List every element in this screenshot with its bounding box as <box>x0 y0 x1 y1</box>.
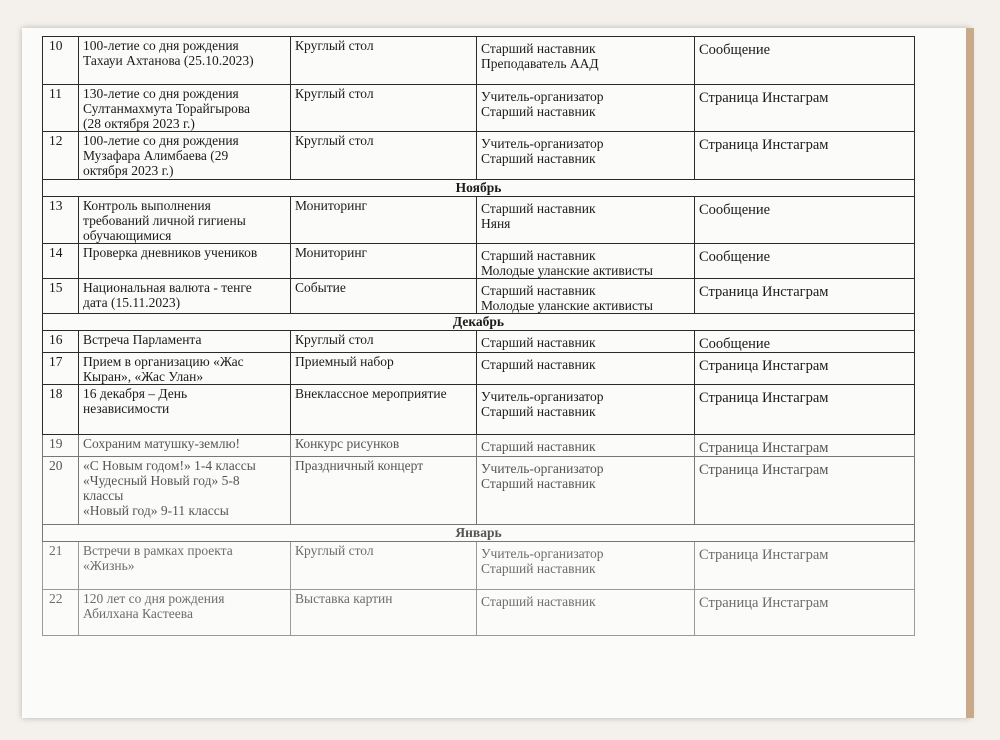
responsible <box>477 37 695 85</box>
event-name-line: «С Новым годом!» 1-4 классы <box>83 458 256 473</box>
event-name <box>79 331 291 353</box>
row-number: 14 <box>43 244 79 279</box>
responsible-line: Старший наставник <box>481 41 596 56</box>
responsible-line: Старший наставник <box>481 561 596 576</box>
result-form: Страница Инстаграм <box>695 132 915 180</box>
event-name-line: 120 лет со дня рождения <box>83 591 225 606</box>
responsible-line: Учитель-организатор <box>481 546 604 561</box>
table-row <box>43 279 915 314</box>
event-form: Праздничный концерт <box>291 457 477 525</box>
responsible-line: Старший наставник <box>481 104 596 119</box>
responsible <box>477 279 695 314</box>
row-number: 20 <box>43 457 79 525</box>
responsible-line: Старший наставник <box>481 439 596 454</box>
event-form: Приемный набор <box>291 353 477 385</box>
responsible <box>477 197 695 244</box>
responsible <box>477 542 695 590</box>
responsible-line: Старший наставник <box>481 335 596 350</box>
result-form: Страница Инстаграм <box>695 590 915 636</box>
table-row <box>43 37 915 85</box>
event-name-line: Тахауи Ахтанова (25.10.2023) <box>83 53 254 68</box>
month-header-row <box>43 180 915 197</box>
month-header-row <box>43 314 915 331</box>
document-page <box>22 28 970 718</box>
event-form: Мониторинг <box>291 244 477 279</box>
events-table-body <box>43 37 915 636</box>
result-form: Сообщение <box>695 331 915 353</box>
row-number: 15 <box>43 279 79 314</box>
responsible <box>477 385 695 435</box>
event-name-line: обучающимися <box>83 228 172 243</box>
table-row <box>43 385 915 435</box>
row-number: 21 <box>43 542 79 590</box>
events-table <box>42 36 915 636</box>
result-form: Страница Инстаграм <box>695 279 915 314</box>
table-row <box>43 331 915 353</box>
row-number: 16 <box>43 331 79 353</box>
table-row <box>43 457 915 525</box>
responsible-line: Преподаватель ААД <box>481 56 599 71</box>
event-form: Мониторинг <box>291 197 477 244</box>
event-name-line: Кыран», «Жас Улан» <box>83 369 204 384</box>
event-name-line: Султанмахмута Торайгырова <box>83 101 251 116</box>
result-form: Сообщение <box>695 37 915 85</box>
event-name-line: Абилхана Кастеева <box>83 606 193 621</box>
event-name-line: дата (15.11.2023) <box>83 295 181 310</box>
event-name-line: Встреча Парламента <box>83 332 202 347</box>
table-row <box>43 435 915 457</box>
responsible <box>477 457 695 525</box>
month-label: Декабрь <box>43 314 915 331</box>
responsible-line: Старший наставник <box>481 476 596 491</box>
table-row <box>43 244 915 279</box>
result-form: Страница Инстаграм <box>695 542 915 590</box>
table-row <box>43 85 915 132</box>
event-name-line: Музафара Алимбаева (29 <box>83 148 229 163</box>
row-number: 10 <box>43 37 79 85</box>
event-name <box>79 435 291 457</box>
event-form: Событие <box>291 279 477 314</box>
responsible-line: Старший наставник <box>481 357 596 372</box>
result-form: Сообщение <box>695 197 915 244</box>
event-form: Внеклассное мероприятие <box>291 385 477 435</box>
row-number: 11 <box>43 85 79 132</box>
responsible-line: Учитель-организатор <box>481 136 604 151</box>
result-form: Страница Инстаграм <box>695 353 915 385</box>
paper-edge <box>966 28 974 718</box>
event-name <box>79 590 291 636</box>
event-name <box>79 37 291 85</box>
row-number: 22 <box>43 590 79 636</box>
responsible-line: Учитель-организатор <box>481 389 604 404</box>
table-row <box>43 353 915 385</box>
event-name <box>79 385 291 435</box>
event-name-line: Встречи в рамках проекта <box>83 543 233 558</box>
table-row <box>43 197 915 244</box>
row-number: 17 <box>43 353 79 385</box>
event-name-line: 130-летие со дня рождения <box>83 86 239 101</box>
table-row <box>43 542 915 590</box>
event-name-line: 16 декабря – День <box>83 386 188 401</box>
table-row <box>43 132 915 180</box>
event-name-line: требований личной гигиены <box>83 213 246 228</box>
month-label: Январь <box>43 525 915 542</box>
responsible-line: Старший наставник <box>481 201 596 216</box>
event-name-line: Прием в организацию «Жас <box>83 354 244 369</box>
responsible <box>477 590 695 636</box>
result-form: Страница Инстаграм <box>695 457 915 525</box>
row-number: 12 <box>43 132 79 180</box>
responsible-line: Старший наставник <box>481 404 596 419</box>
event-name-line: Сохраним матушку-землю! <box>83 436 241 451</box>
event-name <box>79 132 291 180</box>
responsible-line: Старший наставник <box>481 594 596 609</box>
event-form: Круглый стол <box>291 542 477 590</box>
responsible-line: Учитель-организатор <box>481 89 604 104</box>
event-name-line: классы <box>83 488 124 503</box>
event-name <box>79 85 291 132</box>
responsible-line: Старший наставник <box>481 283 596 298</box>
responsible-line: Старший наставник <box>481 248 596 263</box>
event-name-line: «Чудесный Новый год» 5-8 <box>83 473 240 488</box>
result-form: Страница Инстаграм <box>695 435 915 457</box>
event-name-line: 100-летие со дня рождения <box>83 133 239 148</box>
event-name-line: Проверка дневников учеников <box>83 245 258 260</box>
event-name-line: Контроль выполнения <box>83 198 211 213</box>
event-name-line: «Новый год» 9-11 классы <box>83 503 229 518</box>
month-header-row <box>43 525 915 542</box>
table-row <box>43 590 915 636</box>
result-form: Сообщение <box>695 244 915 279</box>
month-label: Ноябрь <box>43 180 915 197</box>
event-form: Круглый стол <box>291 331 477 353</box>
event-name-line: 100-летие со дня рождения <box>83 38 239 53</box>
event-name <box>79 542 291 590</box>
responsible-line: Молодые уланские активисты <box>481 263 653 278</box>
event-name <box>79 457 291 525</box>
responsible <box>477 353 695 385</box>
event-form: Выставка картин <box>291 590 477 636</box>
row-number: 18 <box>43 385 79 435</box>
responsible-line: Няня <box>481 216 511 231</box>
event-form: Круглый стол <box>291 85 477 132</box>
responsible <box>477 244 695 279</box>
event-name-line: независимости <box>83 401 170 416</box>
responsible <box>477 132 695 180</box>
event-name-line: (28 октября 2023 г.) <box>83 116 195 131</box>
result-form: Страница Инстаграм <box>695 85 915 132</box>
event-name <box>79 197 291 244</box>
responsible <box>477 331 695 353</box>
responsible-line: Учитель-организатор <box>481 461 604 476</box>
event-form: Конкурс рисунков <box>291 435 477 457</box>
result-form: Страница Инстаграм <box>695 385 915 435</box>
event-name <box>79 353 291 385</box>
event-form: Круглый стол <box>291 132 477 180</box>
row-number: 13 <box>43 197 79 244</box>
event-name-line: Национальная валюта - тенге <box>83 280 252 295</box>
event-name <box>79 279 291 314</box>
event-name-line: октября 2023 г.) <box>83 163 174 178</box>
row-number: 19 <box>43 435 79 457</box>
event-form: Круглый стол <box>291 37 477 85</box>
event-name <box>79 244 291 279</box>
responsible <box>477 85 695 132</box>
event-name-line: «Жизнь» <box>83 558 135 573</box>
responsible <box>477 435 695 457</box>
responsible-line: Молодые уланские активисты <box>481 298 653 313</box>
responsible-line: Старший наставник <box>481 151 596 166</box>
